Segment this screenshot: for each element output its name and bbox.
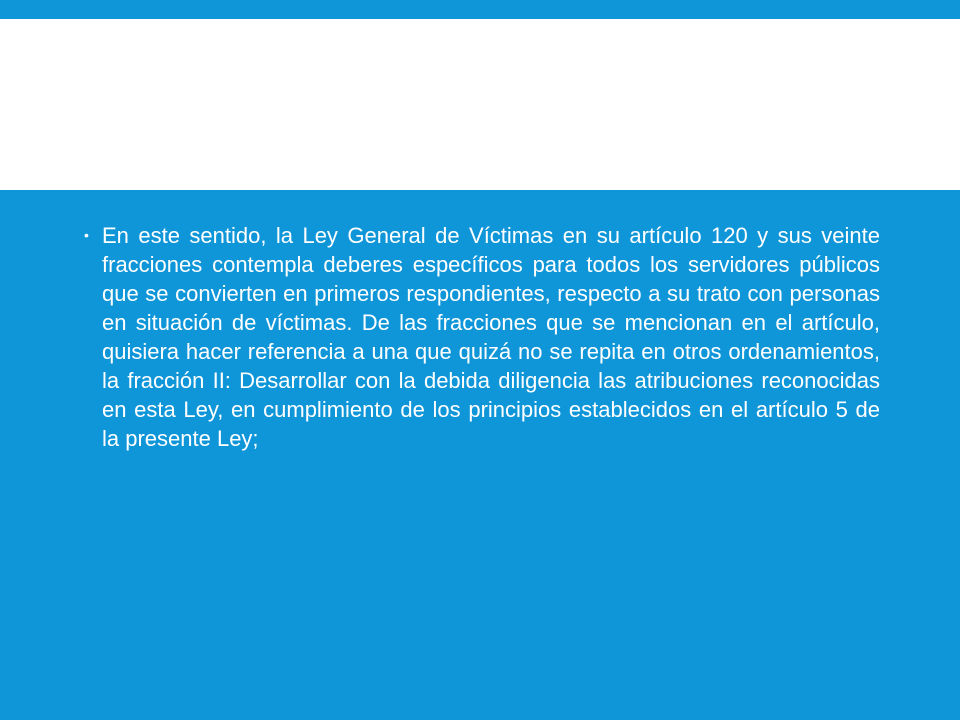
top-accent-band <box>0 0 960 19</box>
bullet-icon: • <box>84 227 89 243</box>
bullet-text: En este sentido, la Ley General de Víctimas en su artículo 120 y sus veinte fracciones contempla deberes específicos para todos los servidores públicos que se convierten en primeros respondientes, respecto a su trato con personas en situación de víctimas. De las fracciones que se mencionan en el artículo, quisiera hacer referencia a una que quizá no se repita en otros ordenamientos, la fracción II: Desarrollar con la debida diligencia las atribuciones reconocidas en esta Ley, en cumplimiento de los principios establecidos en el artículo 5 de la presente Ley; <box>102 223 880 451</box>
title-area <box>0 19 960 190</box>
bullet-item <box>84 221 880 453</box>
